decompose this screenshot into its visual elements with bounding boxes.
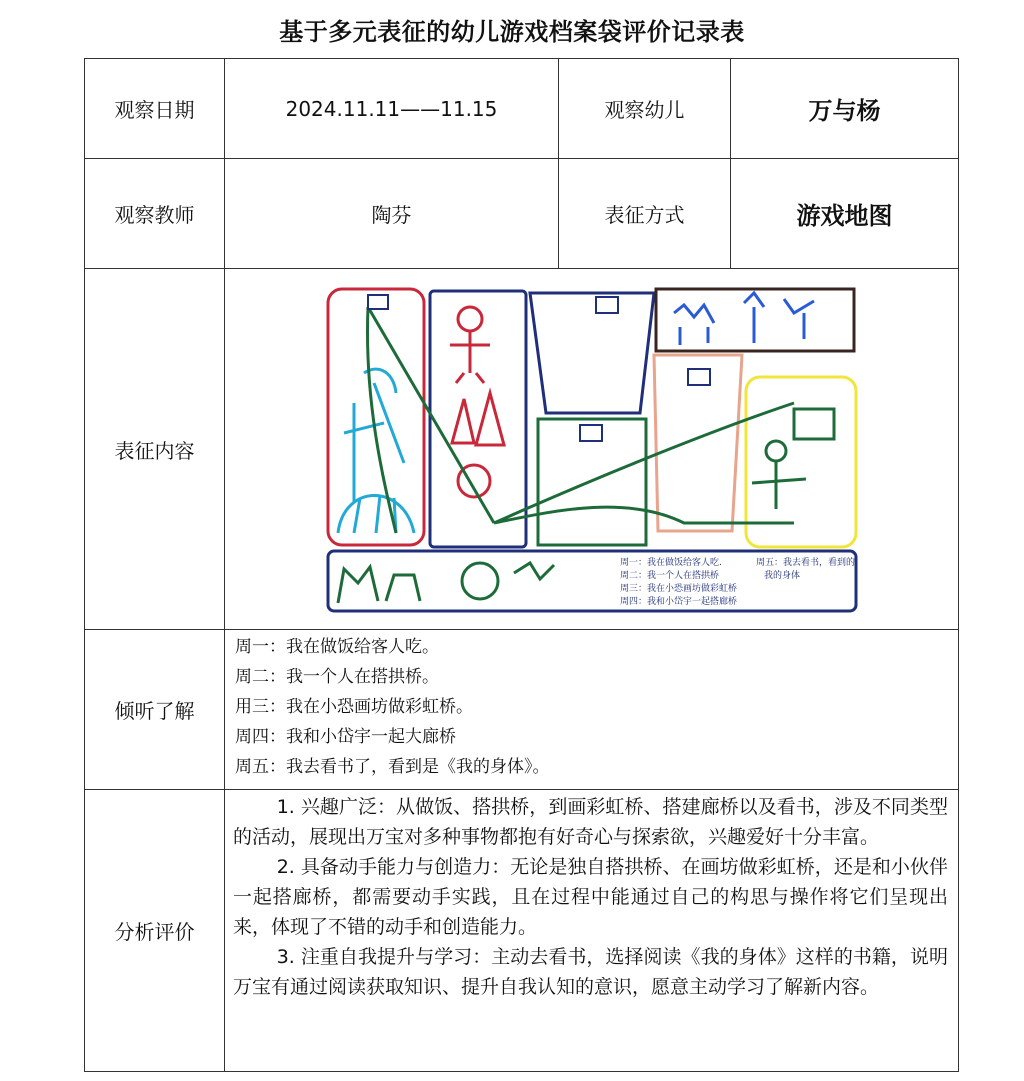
- row-listening: [85, 630, 959, 790]
- analysis-content: [225, 790, 959, 1072]
- green-smiley: [462, 563, 498, 599]
- green-bottom-figures: [338, 567, 420, 603]
- cyan-figure-2: [338, 495, 414, 533]
- drawing-note-2: 周二：我一个人在搭拱桥: [619, 571, 719, 581]
- analysis-paragraph: 1. 兴趣广泛：从做饭、搭拱桥，到画彩虹桥、搭建廊桥以及看书，涉及不同类型的活动，展现出万宝对多种事物都抱有好奇心与探索欲，兴趣爱好十分丰富。: [233, 796, 948, 848]
- analysis-label: 分析评价: [85, 790, 225, 1072]
- row-representation-content: [85, 269, 959, 630]
- observe-child-value: 万与杨: [731, 59, 959, 159]
- representation-method-value: 游戏地图: [731, 159, 959, 269]
- analysis-paragraph: 2. 具备动手能力与创造力：无论是独自搭拱桥、在画坊做彩虹桥，还是和小伙伴一起搭廊桥，都需要动手实践，且在过程中能通过自己的构思与操作将它们呈现出来，体现了不错的动手和创造能力。: [233, 856, 948, 938]
- observe-child-label: 观察幼儿: [559, 59, 731, 159]
- row-date-child: [85, 59, 959, 159]
- red-rockets: [452, 393, 504, 445]
- listening-label: 倾听了解: [85, 630, 225, 790]
- blue-figures: [674, 293, 814, 345]
- row-analysis: [85, 790, 959, 1072]
- listening-line: 周五：我去看书了，看到是《我的身体》。: [235, 757, 550, 777]
- sign-box-4: [688, 369, 710, 385]
- red-figure-body: [450, 331, 490, 383]
- observe-date-label: 观察日期: [85, 59, 225, 159]
- row-teacher-method: [85, 159, 959, 269]
- record-table: [84, 58, 959, 1072]
- red-figure-head: [458, 307, 482, 331]
- drawing-note-right-2: 我的身体: [763, 571, 800, 581]
- sign-box-2: [596, 297, 618, 313]
- region-left-red: [328, 289, 424, 545]
- representation-content-label: 表征内容: [85, 269, 225, 630]
- observe-teacher-label: 观察教师: [85, 159, 225, 269]
- listening-content: [225, 630, 959, 790]
- green-small-figures: [514, 563, 554, 579]
- document-title: 基于多元表征的幼儿游戏档案袋评价记录表: [279, 18, 745, 46]
- representation-method-label: 表征方式: [559, 159, 731, 269]
- drawing-cell: [225, 269, 959, 630]
- green-box: [794, 409, 834, 439]
- drawing-note-3: 周三：我在小恐画坊做彩虹桥: [619, 584, 737, 594]
- listening-line: 用三：我在小恐画坊做彩虹桥。: [235, 697, 473, 717]
- drawing-note-1: 周一：我在做饭给客人吃.: [619, 558, 722, 568]
- listening-line: 周四：我和小岱宇一起大廊桥: [235, 727, 456, 747]
- region-trapezoid-top: [530, 293, 654, 413]
- sign-box-3: [580, 425, 602, 441]
- listening-line: 周二：我一个人在搭拱桥。: [235, 667, 439, 687]
- green-head: [766, 441, 786, 461]
- observe-date-value: 2024.11.11——11.15: [225, 59, 559, 159]
- analysis-paragraph: 3. 注重自我提升与学习：主动去看书，选择阅读《我的身体》这样的书籍，说明万宝有通过阅读获取知识、提升自我认知的意识，愿意主动学习了解新内容。: [233, 946, 948, 998]
- cyan-figure: [344, 369, 404, 503]
- drawing-note-right-1: 周五：我去看书，看到的: [755, 558, 855, 568]
- child-game-map-drawing: [324, 283, 860, 615]
- drawing-note-4: 周四：我和小岱宇一起搭廊桥: [619, 597, 737, 607]
- green-figure-body: [752, 461, 806, 509]
- listening-line: 周一：我在做饭给客人吃。: [235, 637, 439, 657]
- observe-teacher-value: 陶芬: [225, 159, 559, 269]
- sign-box-1: [368, 295, 388, 309]
